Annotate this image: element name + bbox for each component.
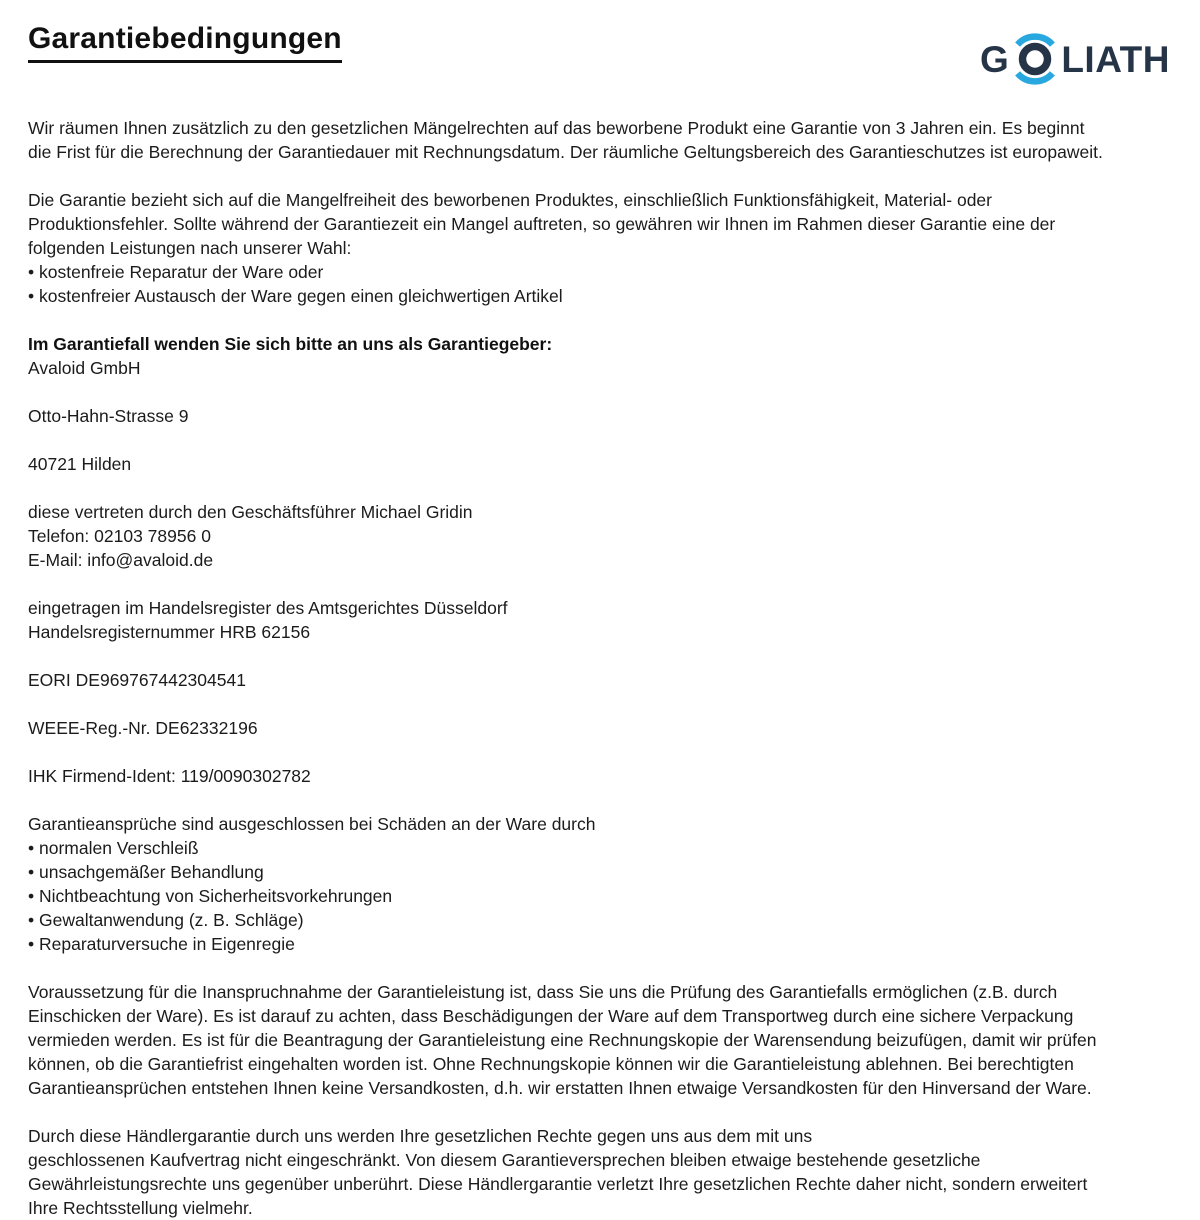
intro-paragraph [28, 116, 1172, 164]
text-line: die Frist für die Berechnung der Garantiedauer mit Rechnungsdatum. Der räumliche Geltungsbereich des Garantieschutzes ist europaweit. [28, 142, 1103, 162]
guarantor-contact-block [28, 500, 1172, 572]
guarantor-company: Avaloid GmbH [28, 358, 141, 378]
text-line: • kostenfreier Austausch der Ware gegen einen gleichwertigen Artikel [28, 286, 563, 306]
text-line: • Reparaturversuche in Eigenregie [28, 934, 295, 954]
text-line: Gewährleistungsrechte uns gegenüber unberührt. Diese Händlergarantie verletzt Ihre gesetzlichen Rechte daher nicht, sondern erweitert [28, 1174, 1088, 1194]
text-line: Voraussetzung für die Inanspruchnahme der Garantieleistung ist, dass Sie uns die Prüfung des Garantiefalls ermöglichen (z.B. durch [28, 982, 1058, 1002]
text-line: • Gewaltanwendung (z. B. Schläge) [28, 910, 304, 930]
text-line: Produktionsfehler. Sollte während der Garantiezeit ein Mangel auftreten, so gewähren wir Ihnen im Rahmen dieser Garantie eine der [28, 214, 1056, 234]
text-line: Die Garantie bezieht sich auf die Mangelfreiheit des beworbenen Produktes, einschließlich Funktionsfähigkeit, Material- oder [28, 190, 992, 210]
text-line: Durch diese Händlergarantie durch uns werden Ihre gesetzlichen Rechte gegen uns aus dem mit uns [28, 1126, 813, 1146]
scope-paragraph [28, 188, 1172, 308]
text-line: Wir räumen Ihnen zusätzlich zu den gesetzlichen Mängelrechten auf das beworbene Produkt eine Garantie von 3 Jahren ein. Es beginnt [28, 118, 1085, 138]
text-line: • kostenfreie Reparatur der Ware oder [28, 262, 324, 282]
text-line: vermieden werden. Es ist für die Beantragung der Garantieleistung eine Rechnungskopie der Warensendung beizufügen, damit wir prüfen [28, 1030, 1097, 1050]
register-block [28, 596, 1172, 644]
guarantor-heading-block [28, 332, 1172, 380]
text-line: • unsachgemäßer Behandlung [28, 862, 264, 882]
guarantor-street: Otto-Hahn-Strasse 9 [28, 406, 189, 426]
closing-paragraph [28, 1124, 1172, 1220]
register-number: Handelsregisternummer HRB 62156 [28, 622, 311, 642]
text-line: geschlossenen Kaufvertrag nicht eingeschränkt. Von diesem Garantieversprechen bleiben etwaige bestehende gesetzliche [28, 1150, 981, 1170]
page-title: Garantiebedingungen [28, 22, 342, 63]
conditions-paragraph [28, 980, 1172, 1100]
guarantor-phone: Telefon: 02103 78956 0 [28, 526, 211, 546]
guarantor-representative: diese vertreten durch den Geschäftsführer Michael Gridin [28, 502, 473, 522]
text-line: Einschicken der Ware). Es ist darauf zu achten, dass Beschädigungen der Ware auf dem Transportweg durch eine sichere Verpackung [28, 1006, 1074, 1026]
logo-letters-liath: LIATH [1061, 38, 1170, 80]
weee-number: WEEE-Reg.-Nr. DE62332196 [28, 718, 258, 738]
register-court: eingetragen im Handelsregister des Amtsgerichtes Düsseldorf [28, 598, 508, 618]
text-line: • Nichtbeachtung von Sicherheitsvorkehrungen [28, 886, 393, 906]
eori-number: EORI DE969767442304541 [28, 670, 246, 690]
text-line: können, ob die Garantiefrist eingehalten worden ist. Ohne Rechnungskopie können wir die Garantieleistung ablehnen. Bei berechtigten [28, 1054, 1074, 1074]
logo-o-ring-icon [1009, 28, 1061, 90]
exclusions-heading: Garantieansprüche sind ausgeschlossen bei Schäden an der Ware durch [28, 814, 596, 834]
text-line: folgenden Leistungen nach unserer Wahl: [28, 238, 352, 258]
text-line: Ihre Rechtsstellung vielmehr. [28, 1198, 253, 1218]
document-header [28, 22, 1172, 90]
ihk-ident: IHK Firmend-Ident: 119/0090302782 [28, 766, 311, 786]
exclusions-list [28, 836, 1172, 956]
text-line: Garantieansprüchen entstehen Ihnen keine Versandkosten, d.h. wir erstatten Ihnen etwaige Versandkosten für den Hinversand der Ware. [28, 1078, 1092, 1098]
exclusions-block [28, 812, 1172, 956]
guarantor-city: 40721 Hilden [28, 454, 132, 474]
logo-letter-o-icon [1023, 47, 1048, 72]
goliath-logo [980, 28, 1170, 90]
logo-letter-g: G [980, 38, 1010, 80]
text-line: • normalen Verschleiß [28, 838, 199, 858]
guarantor-email: E-Mail: info@avaloid.de [28, 550, 214, 570]
guarantor-heading: Im Garantiefall wenden Sie sich bitte an uns als Garantiegeber: [28, 334, 553, 354]
